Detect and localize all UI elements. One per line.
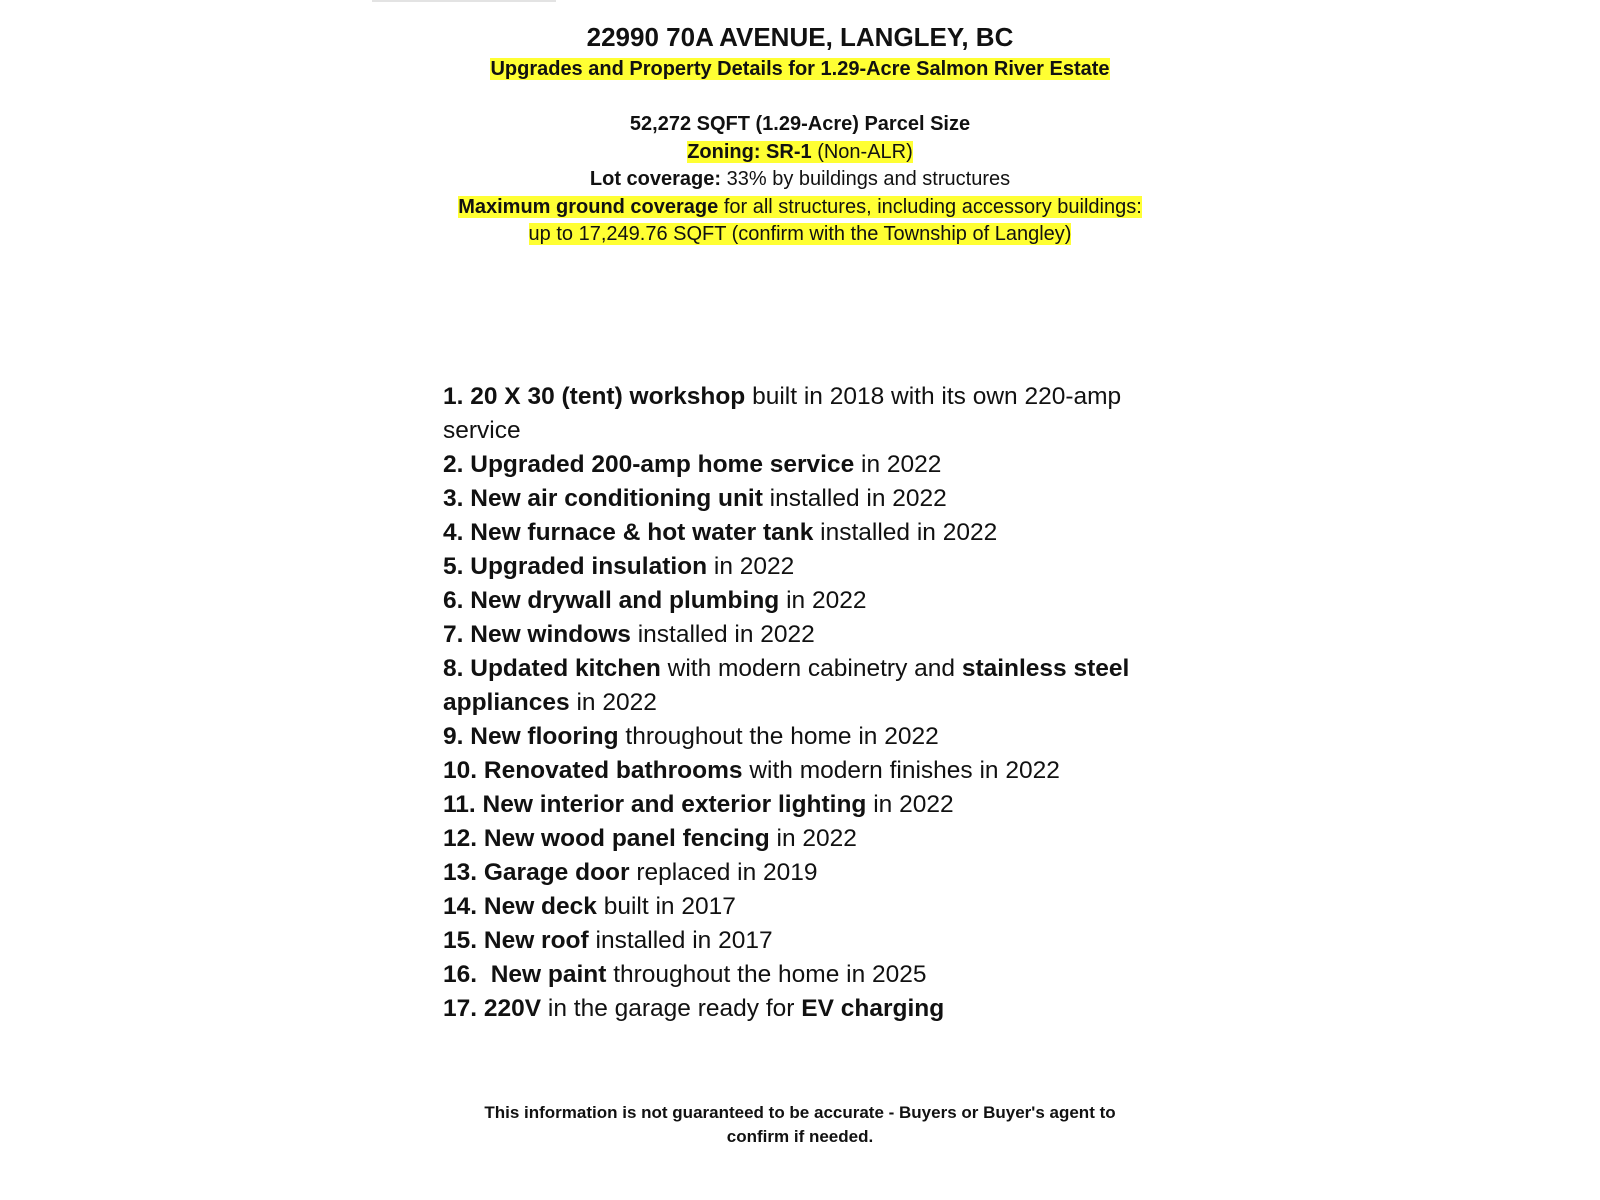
- upgrade-item-num: 12.: [443, 825, 484, 852]
- upgrade-item: [443, 720, 1183, 754]
- upgrade-item-bold2: EV charging: [801, 995, 945, 1022]
- upgrade-item-num: 8.: [443, 655, 471, 682]
- upgrade-item-num: 10.: [443, 757, 484, 784]
- top-divider: [372, 0, 556, 2]
- upgrade-item-bold: Updated kitchen: [470, 655, 661, 682]
- upgrade-item-rest: installed in 2022: [630, 621, 815, 648]
- upgrade-item: [443, 550, 1183, 584]
- upgrade-item-num: 1.: [443, 383, 471, 410]
- upgrade-item-rest: in 2022: [707, 553, 795, 580]
- upgrade-item-num: 16.: [443, 961, 491, 988]
- page-title: 22990 70A AVENUE, LANGLEY, BC: [586, 22, 1014, 52]
- upgrade-item: [443, 380, 1183, 448]
- upgrade-item-num: 6.: [443, 587, 471, 614]
- upgrade-item-bold: New roof: [483, 927, 589, 954]
- upgrade-item-rest: replaced in 2019: [629, 859, 818, 886]
- upgrade-item-num: 17.: [443, 995, 484, 1022]
- document-header: [0, 20, 1600, 84]
- upgrade-item-bold: 220V: [483, 995, 542, 1022]
- upgrade-item-rest: in 2022: [866, 791, 954, 818]
- upgrade-item-rest: built in 2017: [596, 893, 736, 920]
- upgrade-item-rest: in 2022: [769, 825, 857, 852]
- upgrade-item-num: 3.: [443, 485, 471, 512]
- upgrade-item-bold: New air conditioning unit: [470, 485, 763, 512]
- upgrade-item-num: 2.: [443, 451, 471, 478]
- parcel-size: 52,272 SQFT (1.29-Acre) Parcel Size: [629, 113, 971, 135]
- max-coverage-value-2: up to 17,249.76 SQFT (confirm with the Township of Langley): [528, 223, 1072, 245]
- subtitle-text: Upgrades and Property Details for 1.29-Acre Salmon River Estate: [490, 58, 1110, 80]
- upgrade-item-bold: New wood panel fencing: [483, 825, 770, 852]
- disclaimer: [0, 1101, 1600, 1149]
- upgrade-item: [443, 890, 1183, 924]
- upgrade-item-bold: New flooring: [470, 723, 619, 750]
- upgrade-item-num: 15.: [443, 927, 484, 954]
- upgrade-item-rest: throughout the home in 2025: [606, 961, 927, 988]
- upgrade-item-bold: Garage door: [483, 859, 630, 886]
- upgrade-item-num: 14.: [443, 893, 484, 920]
- disclaimer-line-2: confirm if needed.: [726, 1127, 874, 1146]
- upgrade-item: [443, 448, 1183, 482]
- zoning: [0, 139, 1600, 167]
- disclaimer-line-1: This information is not guaranteed to be accurate - Buyers or Buyer's agent to: [484, 1103, 1116, 1122]
- upgrade-item-rest: installed in 2017: [588, 927, 773, 954]
- upgrade-item: [443, 958, 1183, 992]
- upgrade-item-bold: New paint: [490, 961, 607, 988]
- upgrade-item: [443, 822, 1183, 856]
- upgrade-item: [443, 652, 1183, 720]
- upgrade-item-num: 13.: [443, 859, 484, 886]
- upgrade-item: [443, 856, 1183, 890]
- lot-coverage: [0, 166, 1600, 194]
- upgrade-item-rest: in the garage ready for: [541, 995, 802, 1022]
- max-coverage-value-1: for all structures, including accessory buildings:: [718, 195, 1142, 218]
- upgrade-item: [443, 482, 1183, 516]
- subtitle: [0, 54, 1600, 84]
- upgrade-item-rest: in 2022: [779, 587, 867, 614]
- upgrade-item-num: 5.: [443, 553, 471, 580]
- upgrade-item-rest: installed in 2022: [762, 485, 947, 512]
- upgrade-item-num: 4.: [443, 519, 471, 546]
- upgrade-item-bold: New interior and exterior lighting: [482, 791, 867, 818]
- upgrade-item-rest: throughout the home in 2022: [618, 723, 939, 750]
- upgrade-item: [443, 516, 1183, 550]
- upgrade-item: [443, 788, 1183, 822]
- upgrade-item-num: 9.: [443, 723, 471, 750]
- upgrade-item: [443, 618, 1183, 652]
- lot-coverage-value: 33% by buildings and structures: [721, 168, 1011, 190]
- upgrade-item: [443, 584, 1183, 618]
- upgrade-item-bold: Renovated bathrooms: [483, 757, 743, 784]
- zoning-label: Zoning: SR-1: [687, 140, 812, 163]
- upgrade-item-bold: New drywall and plumbing: [470, 587, 780, 614]
- zoning-value: (Non-ALR): [811, 140, 913, 163]
- upgrade-item-rest: built in 2018 with its own 220-amp service: [443, 383, 1122, 444]
- property-details: [0, 111, 1600, 249]
- upgrade-item-bold: Upgraded 200-amp home service: [470, 451, 855, 478]
- upgrade-item-bold: New deck: [483, 893, 597, 920]
- upgrade-item-rest: with modern cabinetry and: [660, 655, 962, 682]
- upgrade-item-bold: 20 X 30 (tent) workshop: [470, 383, 746, 410]
- upgrade-item-rest2: in 2022: [569, 689, 657, 716]
- upgrade-item-rest: installed in 2022: [813, 519, 998, 546]
- upgrade-item-num: 11.: [443, 791, 483, 818]
- upgrade-item-num: 7.: [443, 621, 471, 648]
- lot-coverage-label: Lot coverage:: [589, 168, 722, 190]
- upgrade-item: [443, 992, 1183, 1026]
- upgrade-item: [443, 924, 1183, 958]
- upgrade-item-bold: Upgraded insulation: [470, 553, 708, 580]
- upgrade-item: [443, 754, 1183, 788]
- upgrade-item-bold: New windows: [470, 621, 631, 648]
- max-ground-coverage: [0, 194, 1600, 222]
- upgrades-list: [443, 380, 1183, 1026]
- max-coverage-label: Maximum ground coverage: [458, 195, 719, 218]
- upgrade-item-rest: in 2022: [854, 451, 942, 478]
- upgrade-item-bold2: stainless steel appliances: [443, 655, 1130, 716]
- max-ground-coverage-line2: [0, 221, 1600, 249]
- upgrade-item-rest: with modern finishes in 2022: [742, 757, 1060, 784]
- upgrade-item-bold: New furnace & hot water tank: [470, 519, 814, 546]
